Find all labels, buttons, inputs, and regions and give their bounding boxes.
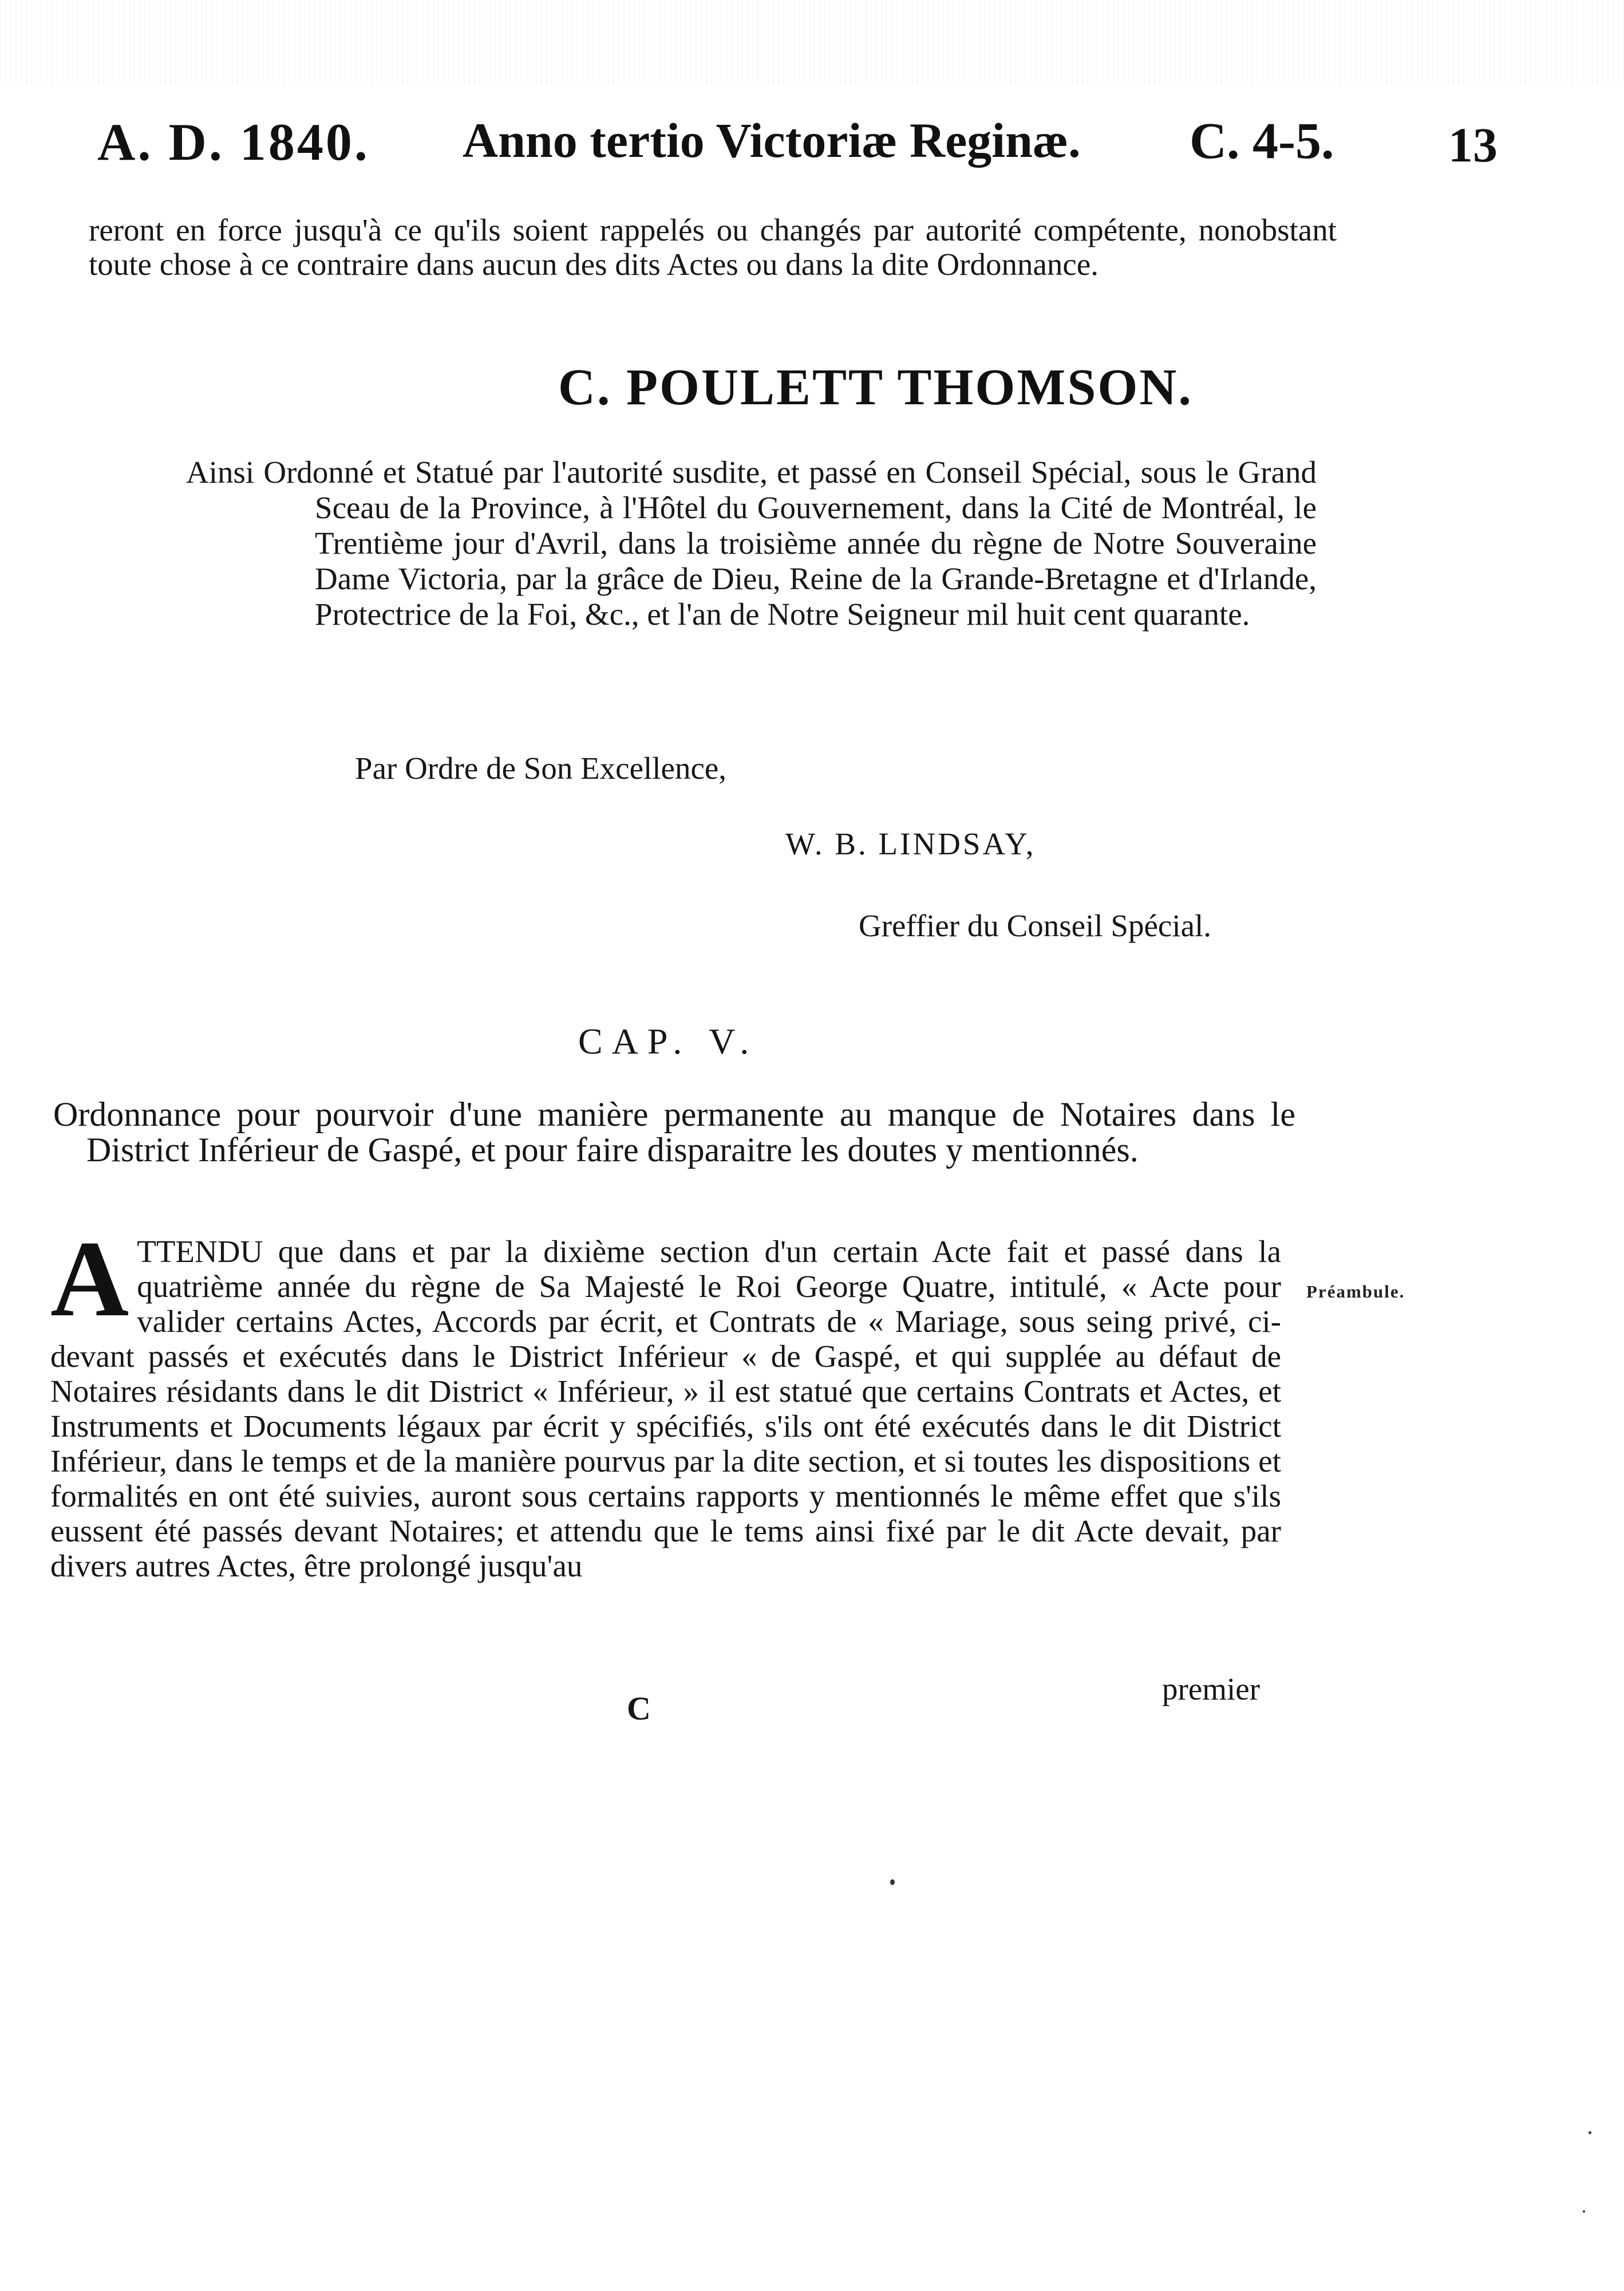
page-number: 13: [1448, 117, 1497, 172]
print-speck: [890, 1879, 895, 1885]
catchword: premier: [1162, 1671, 1261, 1706]
scan-texture: [0, 0, 1624, 86]
order-line: Par Ordre de Son Excellence,: [355, 751, 727, 786]
preamble-paragraph: [50, 1219, 1281, 1583]
header-year: A. D. 1840.: [97, 113, 370, 171]
governor-signature: C. POULETT THOMSON.: [558, 359, 1193, 416]
signature-mark: C: [627, 1690, 651, 1727]
clerk-name: W. B. LINDSAY,: [785, 826, 1036, 861]
margin-note-preamble: Préambule.: [1306, 1281, 1405, 1302]
running-header: [92, 112, 1511, 192]
enactment-text: Ainsi Ordonné et Statué par l'autorité susdite, et passé en Conseil Spécial, sous le Grand Sceau de la Province, à l'Hôtel du Gouvernement, dans la Cité de Montréal, le Trentième jour d'Avril, dans la troisième année du règne de Notre Souveraine Dame Victoria, par la grâce de Dieu, Reine de la Grande-Bretagne et d'Irlande, Protectrice de la Foi, &c., et l'an de Notre Seigneur mil huit cent quarante.: [186, 455, 1317, 632]
print-speck: [1583, 2210, 1585, 2213]
drop-cap: A: [50, 1219, 129, 1339]
preamble-body: [50, 1219, 1281, 1583]
clerk-title: Greffier du Conseil Spécial.: [859, 908, 1212, 943]
preamble-text: TTENDU que dans et par la dixième section d'un certain Acte fait et passé dans la quatrième année du règne de Sa Majesté le Roi George Quatre, intitulé, « Acte pour valider certains Actes, Accords par écrit, et Contrats de « Mariage, sous seing privé, ci-devant passés et exécutés dans le District Inférieur « de Gaspé, et qui supplée au défaut de Notaires résidants dans le dit District « Inférieur, » il est statué que certains Contrats et Actes, et Instruments et Documents légaux par écrit y spécifiés, s'ils ont été exécutés dans le dit District Inférieur, dans le temps et de la manière pourvus par la dite section, et si toutes les dispositions et formalités en ont été suivies, auront sous certains rapports y mentionnés le même effet que s'ils eussent été passés devant Notaires; et attendu que le tems ainsi fixé par le dit Acte devait, par divers autres Actes, être prolongé jusqu'au: [50, 1234, 1281, 1583]
print-speck: [1589, 2131, 1591, 2134]
enactment-clause: [186, 455, 1317, 632]
continuation-paragraph: reront en force jusqu'à ce qu'ils soient rappelés ou changés par autorité compétente, nonobstant toute chose à ce contraire dans aucun des dits Actes ou dans la dite Ordonnance.: [89, 212, 1337, 282]
chapter-heading: CAP. V.: [578, 1021, 758, 1062]
header-chapter: C. 4-5.: [1190, 113, 1334, 169]
header-title: Anno tertio Victoriæ Reginæ.: [463, 113, 1081, 168]
ordinance-title: [53, 1097, 1295, 1168]
ordinance-title-text: Ordonnance pour pourvoir d'une manière permanente au manque de Notaires dans le District Inférieur de Gaspé, et pour faire disparaitre les doutes y mentionnés.: [53, 1095, 1295, 1169]
